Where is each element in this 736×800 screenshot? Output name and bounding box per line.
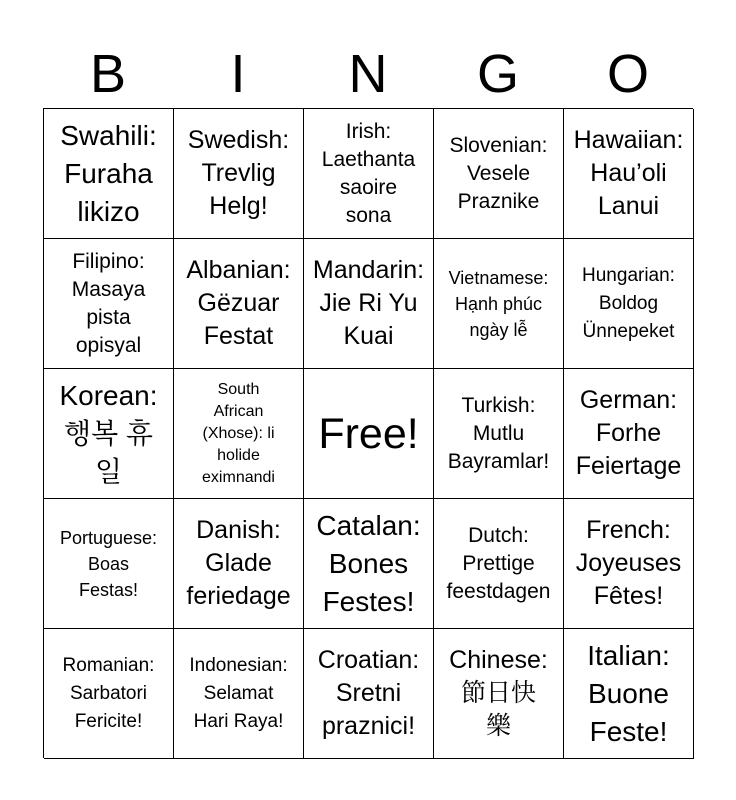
cell-text: Portuguese: Boas Festas! xyxy=(59,527,158,600)
bingo-cell[interactable] xyxy=(304,499,434,629)
header-letter-i: I xyxy=(230,44,246,104)
bingo-cell[interactable] xyxy=(434,109,564,239)
header-letter-o: O xyxy=(606,44,649,104)
cell-text: French: Joyeuses Fêtes! xyxy=(575,516,682,610)
cell-text: Romanian: Sarbatori Fericite! xyxy=(62,654,155,732)
cell-text: Vietnamese: Hạnh phúc ngày lễ xyxy=(448,267,549,340)
bingo-cell[interactable] xyxy=(434,629,564,759)
cell-text: Danish: Glade feriedage xyxy=(186,516,291,610)
cell-text: Hawaiian: Hau’oli Lanui xyxy=(573,126,684,220)
bingo-cell[interactable] xyxy=(174,499,304,629)
cell-text: Slovenian: Vesele Praznike xyxy=(449,133,548,213)
cell-text: Hungarian: Boldog Ünnepeket xyxy=(582,264,675,342)
cell-text: Filipino: Masaya pista opisyal xyxy=(71,249,146,357)
bingo-cell[interactable] xyxy=(304,629,434,759)
cell-text: Indonesian: Selamat Hari Raya! xyxy=(189,654,288,732)
bingo-cell[interactable] xyxy=(434,369,564,499)
cell-text: South African (Xhose): li holide eximnandi xyxy=(202,380,275,486)
cell-text: Albanian: Gëzuar Festat xyxy=(186,256,291,350)
bingo-cell[interactable] xyxy=(174,239,304,369)
bingo-cell[interactable] xyxy=(174,629,304,759)
bingo-cell[interactable] xyxy=(44,109,174,239)
cell-text: Swahili: Furaha likizo xyxy=(60,119,157,227)
cell-text: Swedish: Trevlig Helg! xyxy=(187,126,290,220)
cell-text: Turkish: Mutlu Bayramlar! xyxy=(447,393,550,473)
bingo-grid xyxy=(43,108,693,758)
bingo-cell[interactable] xyxy=(564,499,694,629)
cell-text: Irish: Laethanta saoire sona xyxy=(321,119,416,227)
header-letter-b: B xyxy=(89,44,127,104)
bingo-cell[interactable] xyxy=(174,109,304,239)
free-cell[interactable] xyxy=(304,369,434,499)
bingo-cell[interactable] xyxy=(564,629,694,759)
cell-text: Italian: Buone Feste! xyxy=(587,639,670,747)
cell-text: Chinese: 節日快 樂 xyxy=(449,646,548,740)
cell-text: German: Forhe Feiertage xyxy=(575,386,682,480)
cell-text: Korean: 행복 휴 일 xyxy=(59,379,158,487)
bingo-cell[interactable] xyxy=(44,369,174,499)
bingo-cell[interactable] xyxy=(174,369,304,499)
header-letter-n: N xyxy=(348,44,388,104)
cell-text: Croatian: Sretni praznici! xyxy=(317,646,420,740)
bingo-cell[interactable] xyxy=(44,499,174,629)
bingo-cell[interactable] xyxy=(434,239,564,369)
bingo-cell[interactable] xyxy=(434,499,564,629)
header-letter-g: G xyxy=(476,44,519,104)
cell-text: Dutch: Prettige feestdagen xyxy=(446,523,551,603)
cell-text: Mandarin: Jie Ri Yu Kuai xyxy=(312,256,425,350)
bingo-cell[interactable] xyxy=(304,239,434,369)
cell-text: Catalan: Bones Festes! xyxy=(316,509,421,617)
bingo-cell[interactable] xyxy=(564,369,694,499)
bingo-header xyxy=(43,40,693,108)
free-text: Free! xyxy=(318,409,419,458)
bingo-cell[interactable] xyxy=(44,629,174,759)
bingo-cell[interactable] xyxy=(564,239,694,369)
bingo-cell[interactable] xyxy=(44,239,174,369)
bingo-cell[interactable] xyxy=(304,109,434,239)
bingo-cell[interactable] xyxy=(564,109,694,239)
